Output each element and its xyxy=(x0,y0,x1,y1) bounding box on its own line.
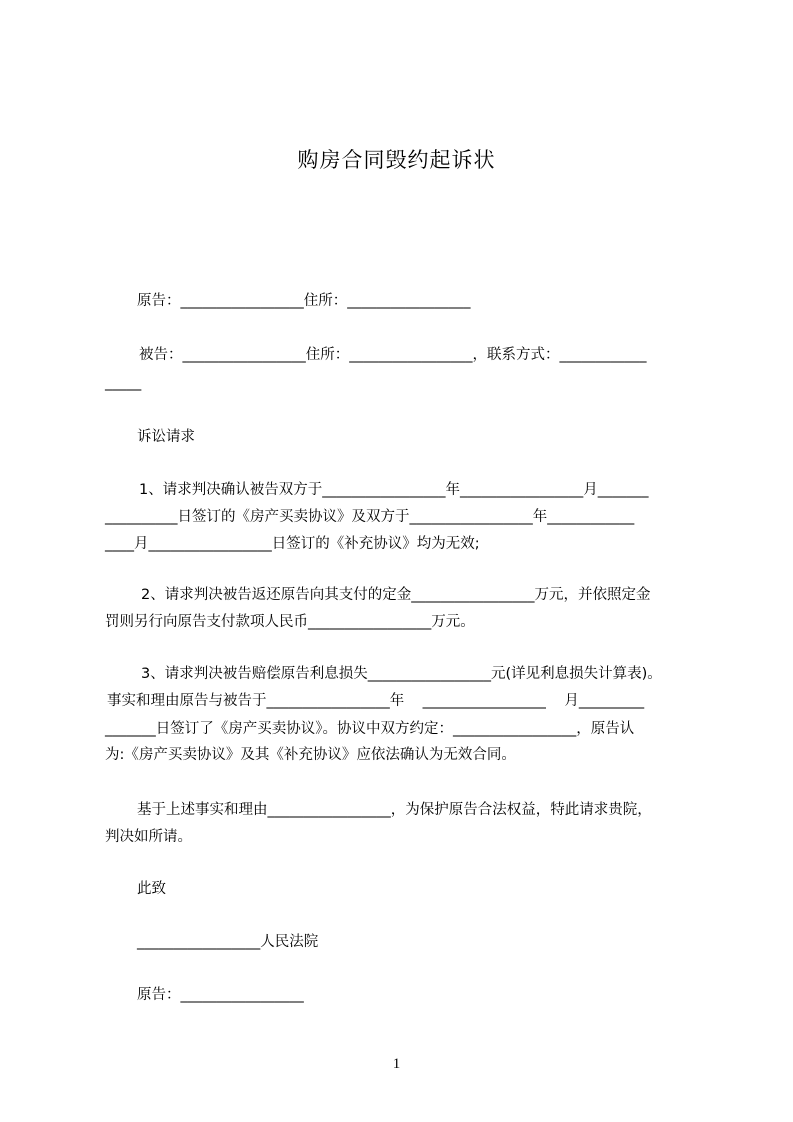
salutation: 此致 xyxy=(137,881,166,897)
plaintiff-line: 原告：_________________住所：_________________ xyxy=(137,293,471,309)
claim-3-line-1: 3、请求判决被告赔偿原告利息损失_________________元(详见利息损失计算表)。 xyxy=(141,666,662,682)
court-line: _________________人民法院 xyxy=(137,934,319,950)
defendant-line-continued: _____ xyxy=(105,375,142,391)
page-number: 1 xyxy=(392,1056,401,1072)
claim-1-line-3: ____月_________________日签订的《补充协议》均为无效; xyxy=(105,536,480,552)
facts-line-1: 事实和理由原告与被告于_________________年 _________________ 月_________ xyxy=(107,693,645,709)
signature-line: 原告：_________________ xyxy=(137,987,304,1003)
claim-2-line-2: 罚则另行向原告支付款项人民币_________________万元。 xyxy=(105,614,475,630)
document-title: 购房合同毁约起诉状 xyxy=(297,148,496,172)
conclusion-line-1: 基于上述事实和理由_________________，为保护原告合法权益，特此请求贵院， xyxy=(137,802,652,818)
claim-2-line-1: 2、请求判决被告返还原告向其支付的定金_________________万元，并依照定金 xyxy=(141,587,651,603)
claim-1-line-1: 1、请求判决确认被告双方于_________________年_________________月_______ xyxy=(139,482,649,498)
claims-heading: 诉讼请求 xyxy=(137,429,195,445)
facts-line-3: 为:《房产买卖协议》及其《补充协议》应依法确认为无效合同。 xyxy=(105,747,516,763)
claim-1-line-2: __________日签订的《房产买卖协议》及双方于_________________年____________ xyxy=(105,509,635,525)
facts-line-2: _______日签订了《房产买卖协议》。协议中双方约定：_________________，原告认 xyxy=(105,721,635,737)
conclusion-line-2: 判决如所请。 xyxy=(105,829,192,845)
defendant-line: 被告：_________________住所：_________________，联系方式：____________ xyxy=(139,347,647,363)
